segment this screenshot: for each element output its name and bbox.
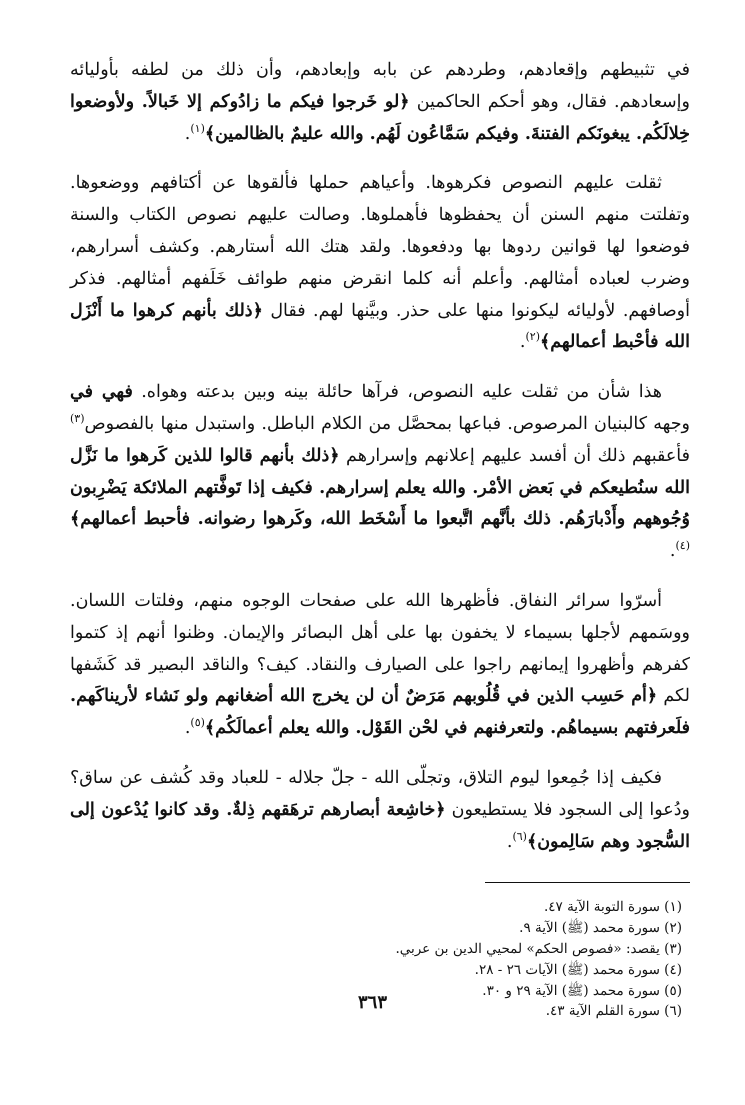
text-segment: ثقلت عليهم النصوص فكرهوها. وأعياهم حملها فألقوها عن أكتافهم ووضعوها. وتفلتت منهم السنن أن يحفظوها فأهملوها. وصالت عليهم نصوص الكتاب والسنة فوضعوا لها قوانين ردوها بها ودفعوها. ولقد هتك الله أستارهم. وكشف أسرارهم، وضرب لعباده أمثالهم. وأعلم أنه كلما انقرض منهم طوائف خَلَفهم أمثالهم. فذكر أوصافهم. لأوليائه ليكونوا منها على حذر. وبيَّنها لهم. فقال [70,173,690,321]
text-segment: . [184,123,191,144]
quran-quote: فهي في [70,382,133,403]
text-segment: . [184,718,191,739]
footnote-reference: (٤) [675,539,690,553]
quran-quote: ﴿خاشِعة أبصارهم ترهَقهم ذِلةٌ. وقد كانوا يُدْعون إلى السُّجود وهم سَالِمون﴾ [70,799,690,852]
footnote-reference: (١) [190,121,205,135]
footnote-divider [485,882,690,883]
text-segment: أسرّوا سرائر النفاق. فأظهرها الله على صفحات الوجوه منهم، وفلتات اللسان. ووسَمهم لأجلها بسيماء لا يخفون بها على أهل البصائر والإيمان. وظنوا أنهم إذ كتموا كفرهم وأظهروا إيمانهم راجوا على الصيارف والنقاد. كيف؟ والناقد البصير قد كَشَفها لكم [70,590,690,707]
quran-quote: ﴿ذلك بأنهم كرهوا ما أَنْزَل الله فأحْبط أعمالهم﴾ [70,300,690,353]
footnote-reference: (٥) [190,716,205,730]
page-number: ٣٦٣ [357,992,387,1013]
paragraph [70,55,690,150]
text-segment: . [506,831,513,852]
footnote: (٤) سورة محمد (ﷺ) الآيات ٢٦ - ٢٨. [474,961,682,978]
paragraph [70,586,690,745]
quran-quote: ﴿لو خَرجوا فيكم ما زادُوكم إلا خَبالاً. ولأوضعوا خِلالَكُم. يبغونَكم الفتنةَ. وفيكم سَمَّاعُون لَهُم. والله عليمٌ بالظالمين﴾ [70,91,690,144]
page-body [70,55,690,1022]
text-segment: فكيف إذا جُمِعوا ليوم التلاق، وتجلّى الله - جلّ جلاله - للعباد وقد كُشف عن ساق؟ ودُعوا إلى السجود فلا يستطيعون [70,767,690,820]
quran-quote: ﴿ذلك بأنهم قالوا للذين كَرهوا ما نَزَّل الله سنُطيعكم في بَعض الأمْر. والله يعلم إسرارهم. فكيف إذا تَوفَّتهم الملائكة يَضْرِبون وُجُوههم وأَدْبارَهُم. ذلك بأنَّهم اتَّبعوا ما أَسْخَط الله، وكَرهوا رضوانه. فأحبط أعمالهم﴾ [70,445,690,530]
text-segment: . [669,541,676,562]
footnote-reference: (٣) [70,412,85,426]
footnote: (٦) سورة القلم الآية ٤٣. [545,1003,682,1020]
footnote-reference: (٦) [512,829,527,843]
footnote-reference: (٢) [525,330,540,344]
paragraph [70,763,690,858]
text-segment: . [519,332,526,353]
paragraph [70,168,690,359]
main-text [70,55,690,858]
text-segment: فأعقبهم ذلك أن أفسد عليهم إعلانهم وإسرارهم [339,445,690,466]
quran-quote: ﴿أم حَسِب الذين في قُلُوبهم مَرَضٌ أن لن يخرج الله أضغانهم ولو نَشاء لأريناكَهم. فلَعرفتهم بسيماهُم. ولتعرفنهم في لحْن القَوْل. والله يعلم أعمالَكُم﴾ [70,686,690,739]
footnote: (٢) سورة محمد (ﷺ) الآية ٩. [519,920,682,937]
paragraph [70,377,690,568]
footnote: (٥) سورة محمد (ﷺ) الآية ٢٩ و ٣٠. [482,982,682,999]
text-segment: في تثبيطهم وإقعادهم، وطردهم عن بابه وإبعادهم، وأن ذلك من لطفه بأوليائه وإسعادهم. فقال، وهو أحكم الحاكمين [70,60,690,112]
text-segment: وجهه كالبنيان المرصوص. فباعها بمحصَّل من الكلام الباطل. واستبدل منها بالفصوص [84,413,690,434]
footnote: (٣) يقصد: «فصوص الحكم» لمحيي الدين بن عربي. [395,940,682,957]
footnote: (١) سورة التوبة الآية ٤٧. [543,899,682,916]
text-segment: هذا شأن من ثقلت عليه النصوص، فرآها حائلة بينه وبين بدعته وهواه. [132,382,663,403]
